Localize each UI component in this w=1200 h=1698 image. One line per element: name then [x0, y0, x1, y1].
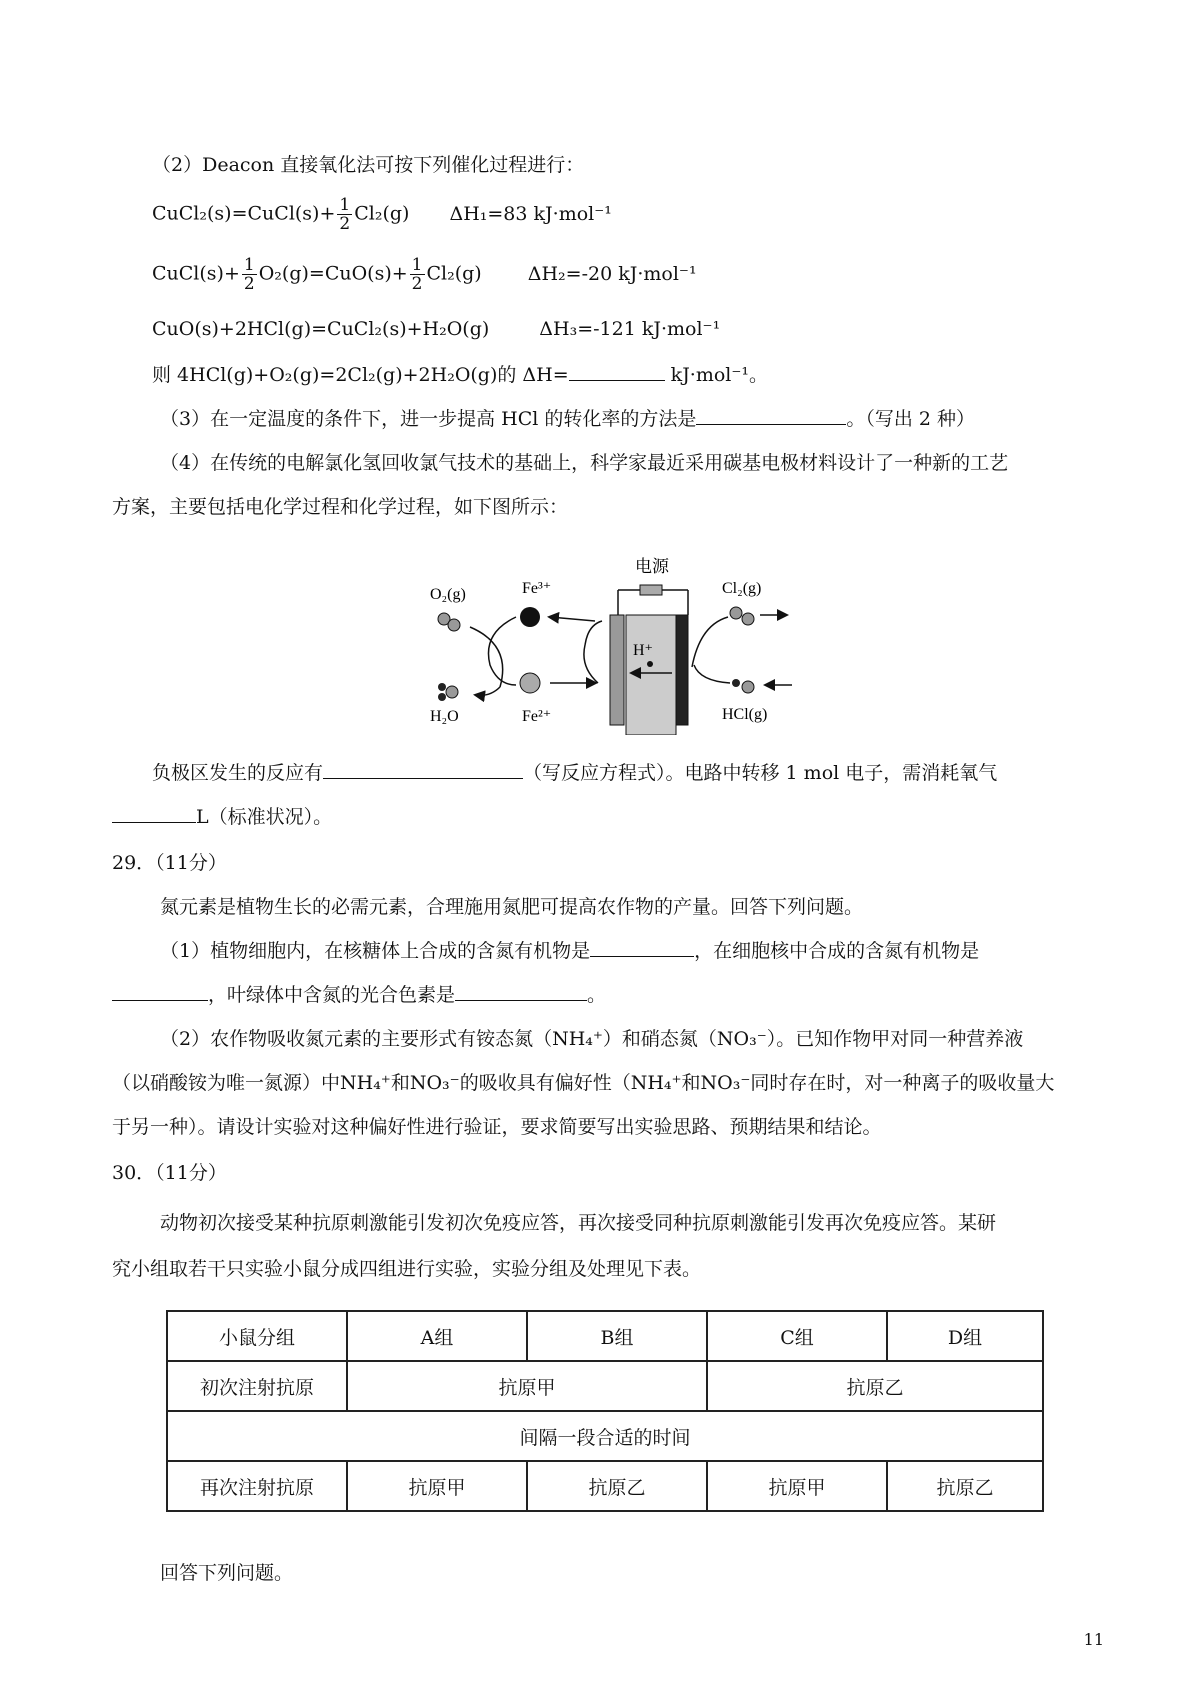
table-row: 小鼠分组 A组 B组 C组 D组 — [167, 1311, 1043, 1361]
answer-blank — [112, 806, 196, 823]
answer-blank — [455, 984, 587, 1001]
q30-heading: 30．（11分） — [112, 1162, 227, 1184]
answer-blank — [590, 940, 694, 957]
o2-label: O₂(g) — [430, 586, 466, 603]
power-source-icon — [640, 585, 662, 595]
fe2-ion — [520, 673, 540, 693]
q29-part1-line2: ，叶绿体中含氮的光合色素是 。 — [112, 980, 606, 1007]
answer-blank — [112, 984, 208, 1001]
fe3-ion — [520, 607, 540, 627]
right-electrode — [676, 615, 688, 725]
table-row: 初次注射抗原 抗原甲 抗原乙 — [167, 1361, 1043, 1411]
q30-intro-line2: 究小组取若干只实验小鼠分成四组进行实验，实验分组及处理见下表。 — [112, 1258, 702, 1280]
q30-after-table: 回答下列问题。 — [160, 1562, 294, 1584]
equation-4: 则 4HCl(g)+O₂(g)=2Cl₂(g)+2H₂O(g)的 ΔH= kJ·mol⁻¹。 — [152, 364, 769, 386]
negative-electrode-line: 负极区发生的反应有 （写反应方程式）。电路中转移 1 mol 电子，需消耗氧气 — [152, 762, 998, 784]
q28-part3: （3）在一定温度的条件下，进一步提高 HCl 的转化率的方法是 。（写出 2 种） — [160, 408, 976, 430]
h-plus-label: H⁺ — [633, 642, 653, 659]
power-label: 电源 — [635, 557, 669, 576]
q29-part2-line1: （2）农作物吸收氮元素的主要形式有铵态氮（NH₄⁺）和硝态氮（NO₃⁻）。已知作物甲对同一种营养液 — [160, 1028, 1024, 1050]
membrane — [626, 615, 676, 735]
h2o-label: H₂O — [430, 708, 459, 725]
answer-blank — [569, 364, 665, 381]
experiment-table — [166, 1310, 1044, 1512]
table-row: 间隔一段合适的时间 — [167, 1411, 1043, 1461]
q29-part2-line2: （以硝酸铵为唯一氮源）中NH₄⁺和NO₃⁻的吸收具有偏好性（NH₄⁺和NO₃⁻同时存在时，对一种离子的吸收量大 — [112, 1072, 1055, 1094]
q28-part2-intro: （2）Deacon 直接氧化法可按下列催化过程进行： — [152, 154, 585, 176]
q29-part1-line1: （1）植物细胞内，在核糖体上合成的含氮有机物是 ，在细胞核中合成的含氮有机物是 — [160, 940, 980, 962]
q29-intro: 氮元素是植物生长的必需元素，合理施用氮肥可提高农作物的产量。回答下列问题。 — [160, 896, 864, 918]
answer-blank — [696, 408, 846, 425]
answer-blank — [323, 762, 523, 779]
q28-part4-line2: 方案，主要包括电化学过程和化学过程，如下图所示： — [112, 496, 569, 518]
fe3-label: Fe³⁺ — [522, 580, 552, 597]
table-row: 再次注射抗原 抗原甲 抗原乙 抗原甲 抗原乙 — [167, 1461, 1043, 1511]
q29-part2-line3: 于另一种）。请设计实验对这种偏好性进行验证，要求简要写出实验思路、预期结果和结论。 — [112, 1116, 882, 1138]
equation-1: CuCl₂(s)=CuCl(s)+ $\frac{1}{2}$ Cl₂(g) ΔH₁=83 kJ·mol⁻¹ — [152, 195, 612, 234]
page-number: 11 — [1083, 1630, 1104, 1649]
q28-part4-line1: （4）在传统的电解氯化氢回收氯气技术的基础上，科学家最近采用碳基电极材料设计了一种新的工艺 — [160, 452, 1009, 474]
left-electrode — [610, 615, 624, 725]
electrolysis-diagram — [430, 555, 810, 735]
equation-2: CuCl(s)+ $\frac{1}{2}$ O₂(g)=CuO(s)+ $\frac{1}{2}$ Cl₂(g) ΔH₂=-20 kJ·mol⁻¹ — [152, 255, 697, 294]
equation-3: CuO(s)+2HCl(g)=CuCl₂(s)+H₂O(g) ΔH₃=-121 kJ·mol⁻¹ — [152, 318, 721, 340]
cl2-label: Cl₂(g) — [722, 580, 762, 597]
hcl-label: HCl(g) — [722, 706, 768, 723]
fe2-label: Fe²⁺ — [522, 708, 552, 725]
oxygen-volume-line: L（标准状况）。 — [112, 802, 332, 829]
q30-intro-line1: 动物初次接受某种抗原刺激能引发初次免疫应答，再次接受同种抗原刺激能引发再次免疫应答。某研 — [160, 1212, 997, 1234]
q29-heading: 29．（11分） — [112, 852, 227, 874]
